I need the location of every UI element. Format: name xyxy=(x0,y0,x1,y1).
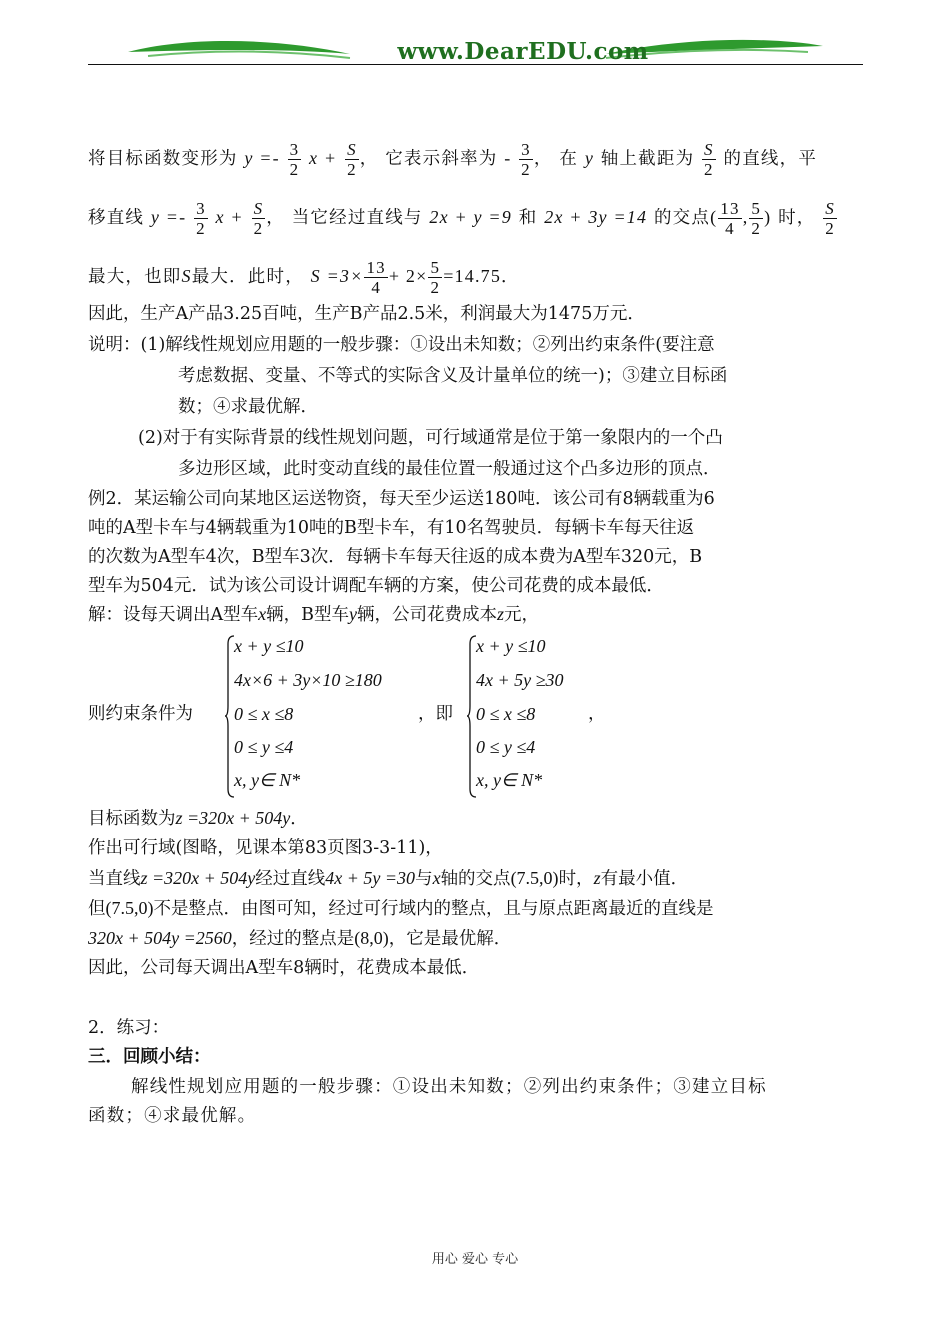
text: 时， xyxy=(778,208,816,228)
text: 最大．此时， xyxy=(191,267,304,287)
text: 当直线 xyxy=(88,869,141,889)
text: 的直线，平 xyxy=(723,149,818,169)
text-line-18: 当直线z =320x + 504y经过直线4x + 5y =30与x轴的交点(7.5,0)时，z有最小值． xyxy=(88,868,689,889)
text: 解：设每天调出A型车 xyxy=(88,605,259,625)
text: ，经过的整点是 xyxy=(231,929,355,949)
text: 目标函数为 xyxy=(88,809,176,829)
fraction: $\frac{S}{2}$ xyxy=(253,199,264,238)
summary-heading: 三．回顾小结： xyxy=(88,1047,211,1067)
constraint-row: 4x×6 + 3y×10 ≥180 xyxy=(234,670,382,690)
site-logo-text: www.DearEDU.com xyxy=(397,38,649,65)
constraint-system-1 xyxy=(224,634,424,799)
text-line-10: 例2．某运输公司向某地区运送物资，每天至少运送180吨．该公司有8辆载重为6 xyxy=(88,489,715,509)
constraint-row: 0 ≤ y ≤4 xyxy=(476,737,536,757)
constraint-row: x, y∈ N* xyxy=(234,770,301,790)
text-line-11: 吨的A型卡车与4辆载重为10吨的B型卡车，有10名驾驶员．每辆卡车每天往返 xyxy=(88,518,695,538)
text: 最大，也即 xyxy=(88,267,182,287)
text: 移直线 xyxy=(88,208,145,228)
text: 当它经过直线与 xyxy=(291,208,423,228)
text-line-17: 作出可行域(图略，见课本第83页图3-3-11)， xyxy=(88,838,443,858)
constraint-row: 4x + 5y ≥30 xyxy=(476,670,564,690)
fraction: $\frac{3}{2}$ xyxy=(521,140,531,179)
text: 轴的交点 xyxy=(440,869,511,889)
header-rule xyxy=(88,64,863,65)
text: 和 xyxy=(518,208,538,228)
constraint-row: x + y ≤10 xyxy=(234,636,304,656)
text: 元， xyxy=(504,605,540,625)
text: 辆，B型车 xyxy=(266,605,350,625)
text-line-12: 的次数为A型车4次，B型车3次．每辆卡车每天往返的成本费为A型车320元，B xyxy=(88,547,703,567)
math: y =- xyxy=(244,148,280,168)
fraction: $\frac{5}{2}$ xyxy=(751,199,762,238)
text: ，它是最优解． xyxy=(388,929,512,949)
summary-line-1: 解线性规划应用题的一般步骤：①设出未知数；②列出约束条件；③建立目标 xyxy=(131,1077,767,1097)
text-line-19: 但(7.5,0)不是整点．由图可知，经过可行域内的整点，且与原点距离最近的直线是 xyxy=(88,898,714,919)
fraction: $\frac{13}{4}$ xyxy=(366,258,386,297)
fraction: $\frac{S}{2}$ xyxy=(704,140,714,179)
text: 与 xyxy=(415,869,433,889)
text: 不是整点．由图可知，经过可行域内的整点，且与原点距离最近的直线是 xyxy=(153,899,714,919)
text-line-14: 解：设每天调出A型车x辆，B型车y辆，公司花费成本z元， xyxy=(88,604,540,625)
text: 经过直线 xyxy=(255,869,326,889)
text-line-5: 说明：(1)解线性规划应用题的一般步骤：①设出未知数；②列出约束条件(要注意 xyxy=(88,335,715,355)
text-line-13: 型车为504元．试为该公司设计调配车辆的方案，使公司花费的成本最低． xyxy=(88,576,664,596)
constraint-row: 0 ≤ x ≤8 xyxy=(234,704,294,724)
text: 时， xyxy=(558,869,594,889)
text: 的交点 xyxy=(653,208,711,228)
text: 轴上截距为 xyxy=(600,149,695,169)
text-line-9: 多边形区域，此时变动直线的最佳位置一般通过这个凸多边形的顶点． xyxy=(178,459,721,479)
fraction: $\frac{13}{4}$ xyxy=(720,199,740,238)
text: 但 xyxy=(88,899,106,919)
text-line-2: 移直线 y =- $\frac{3}{2}$ x + $\frac{S}{2}$ ， 当它经过直线与 2x + y =9 和 2x + 3y =14 的交点( $\frac{13}{4}$ , $\frac{5}{2}$ ) 时， $\frac{S}{2}$ xyxy=(88,199,835,238)
constraint-system-2 xyxy=(466,634,606,799)
text: 将目标函数变形为 xyxy=(88,149,238,169)
fraction: $\frac{S}{2}$ xyxy=(347,140,357,179)
text: 辆，公司花费成本 xyxy=(357,605,498,625)
text-line-16: 目标函数为z =320x + 504y． xyxy=(88,808,308,829)
text-line-3: 最大，也即S最大．此时， S =3× $\frac{13}{4}$ + 2× $\frac{5}{2}$ =14.75． xyxy=(88,258,520,297)
constraint-row: 0 ≤ y ≤4 xyxy=(234,737,294,757)
text-line-21: 因此，公司每天调出A型车8辆时，花费成本最低． xyxy=(88,958,480,978)
text-line-1: 将目标函数变形为 y =- $\frac{3}{2}$ x + $\frac{S}{2}$ ， 它表示斜率为 - $\frac{3}{2}$ ， 在 y 轴上截距为 $\frac{S}{2}$ 的直线，平 xyxy=(88,140,818,179)
constraint-intro: 则约束条件为 xyxy=(88,704,193,724)
math: x + xyxy=(309,148,338,168)
text-line-8: (2)对于有实际背景的线性规划问题，可行域通常是位于第一象限内的一个凸 xyxy=(138,428,723,448)
fraction: $\frac{S}{2}$ xyxy=(825,199,835,238)
summary-line-2: 函数；④求最优解。 xyxy=(88,1106,257,1126)
fraction: $\frac{5}{2}$ xyxy=(430,258,441,297)
text-line-4: 因此，生产A产品3.25百吨，生产B产品2.5米，利润最大为1475万元． xyxy=(88,304,645,324)
text-line-6: 考虑数据、变量、不等式的实际含义及计量单位的统一)；③建立目标函 xyxy=(178,366,728,386)
trailing-comma: ， xyxy=(588,704,606,724)
exercise-heading: 2．练习： xyxy=(88,1018,170,1038)
footer-text: 用心 爱心 专心 xyxy=(431,1252,519,1267)
fraction: $\frac{3}{2}$ xyxy=(289,140,300,179)
text-line-20: 320x + 504y =2560，经过的整点是(8,0)，它是最优解． xyxy=(88,928,512,949)
text: 在 xyxy=(559,149,579,169)
text: 有最小值． xyxy=(600,869,689,889)
constraint-row: 0 ≤ x ≤8 xyxy=(476,704,536,724)
constraint-row: x + y ≤10 xyxy=(476,636,546,656)
text-line-7: 数；④求最优解． xyxy=(178,397,318,417)
equivalent-label: ，即 xyxy=(418,704,453,724)
text: 它表示斜率为 xyxy=(385,149,498,169)
constraint-row: x, y∈ N* xyxy=(476,770,543,790)
fraction: $\frac{3}{2}$ xyxy=(196,199,206,238)
